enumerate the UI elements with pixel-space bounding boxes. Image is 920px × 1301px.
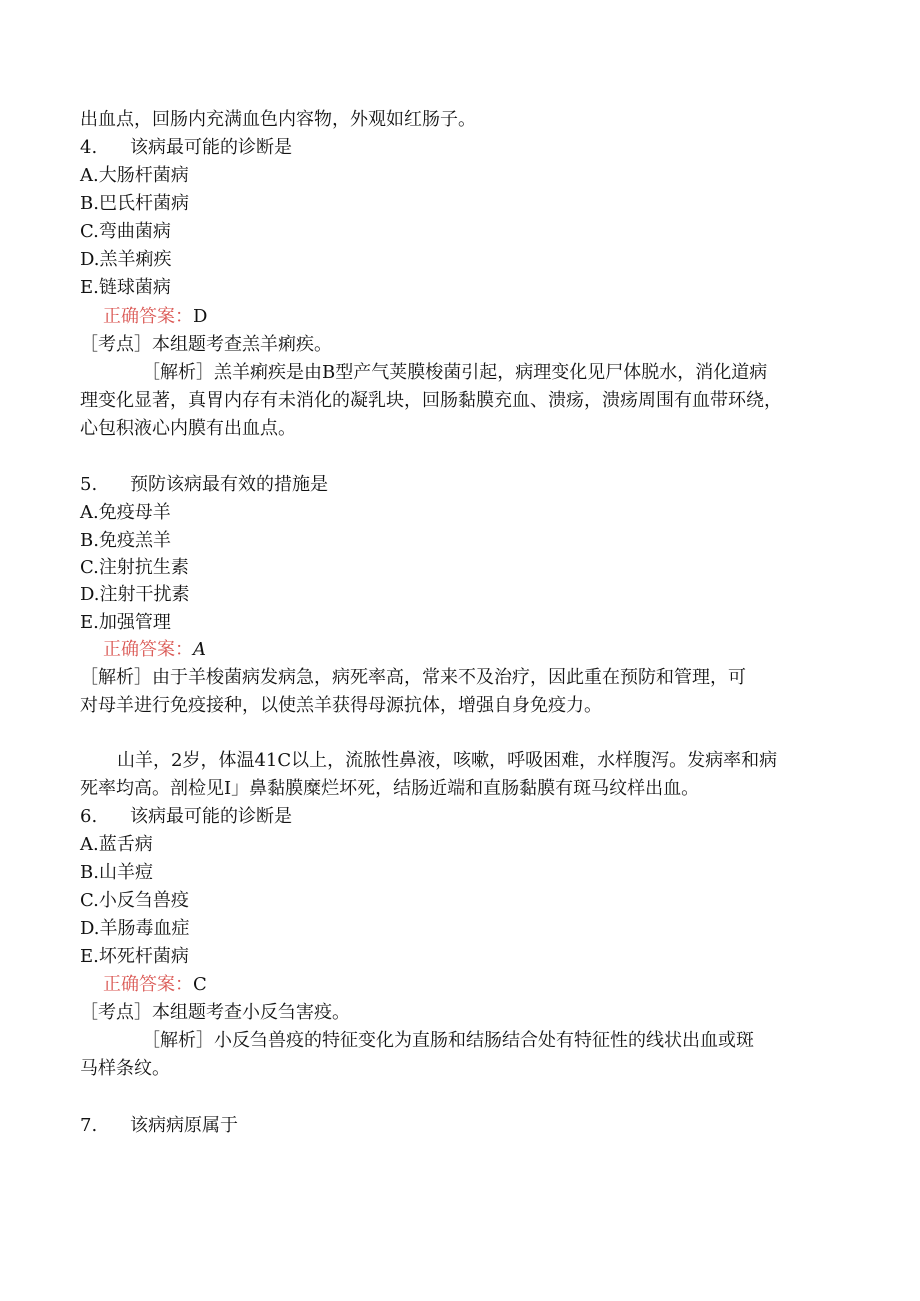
answer-label: 正确答案：: [103, 974, 193, 995]
case-text-line-1: 山羊，2岁，体温41C以上，流脓性鼻液，咳嗽，呼吸困难，水样腹泻。发病率和病: [117, 750, 778, 771]
answer-value: D: [193, 306, 208, 327]
q4-option-e: E.链球菌病: [80, 277, 171, 298]
question-text: 该病病原属于: [130, 1115, 238, 1136]
q4-analysis-line-2: 理变化显著，真胃内存有未消化的凝乳块，回肠黏膜充血、溃疡，溃疡周围有血带环绕，: [80, 390, 782, 411]
answer-label: 正确答案：: [103, 306, 193, 327]
q4-option-a: A.大肠杆菌病: [80, 165, 189, 186]
q6-correct-answer: [103, 974, 207, 996]
q5-correct-answer: [103, 639, 206, 661]
question-6-stem: [80, 806, 292, 828]
case-text-line-2: 死率均高。剖检见I」鼻黏膜糜烂坏死，结肠近端和直肠黏膜有斑马纹样出血。: [80, 778, 700, 799]
q6-option-c: C.小反刍兽疫: [80, 890, 189, 911]
q6-analysis-line-2: 马样条纹。: [80, 1058, 170, 1079]
answer-value: C: [193, 974, 207, 995]
q6-key-point: ［考点］本组题考查小反刍害疫。: [80, 1002, 350, 1023]
q6-option-e: E.坏死杆菌病: [80, 946, 189, 967]
answer-value: A: [193, 639, 206, 660]
question-text: 预防该病最有效的措施是: [130, 474, 328, 495]
case-text-tail: 出血点，回肠内充满血色内容物，外观如红肠子。: [80, 109, 476, 130]
q6-option-a: A.蓝舌病: [80, 834, 153, 855]
q4-option-c: C.弯曲菌病: [80, 221, 171, 242]
q5-option-c: C.注射抗生素: [80, 557, 189, 578]
answer-label: 正确答案：: [103, 639, 193, 660]
question-number: 7.: [80, 1115, 98, 1136]
q5-option-d: D.注射干扰素: [80, 584, 190, 605]
question-text: 该病最可能的诊断是: [130, 137, 292, 158]
q4-correct-answer: [103, 306, 207, 328]
q4-analysis-line-1: ［解析］羔羊痢疾是由B型产气荚膜梭菌引起，病理变化见尸体脱水，消化道病: [142, 362, 768, 383]
question-5-stem: [80, 474, 328, 496]
question-number: 4.: [80, 137, 98, 158]
q5-option-a: A.免疫母羊: [80, 502, 171, 523]
question-7-stem: [80, 1115, 238, 1137]
q4-option-d: D.羔羊痢疾: [80, 249, 172, 270]
q6-analysis-line-1: ［解析］小反刍兽疫的特征变化为直肠和结肠结合处有特征性的线状出血或斑: [142, 1030, 754, 1051]
question-number: 5.: [80, 474, 98, 495]
q5-option-e: E.加强管理: [80, 612, 171, 633]
q5-analysis-line-2: 对母羊进行免疫接种，以使羔羊获得母源抗体，增强自身免疫力。: [80, 695, 602, 716]
q4-analysis-line-3: 心包积液心内膜有出血点。: [80, 418, 296, 439]
q6-option-d: D.羊肠毒血症: [80, 918, 190, 939]
q5-analysis-line-1: ［解析］由于羊梭菌病发病急，病死率高，常来不及治疗，因此重在预防和管理，可: [80, 667, 746, 688]
q4-option-b: B.巴氏杆菌病: [80, 193, 189, 214]
question-4-stem: [80, 137, 292, 159]
q4-key-point: ［考点］本组题考查羔羊痢疾。: [80, 334, 332, 355]
question-text: 该病最可能的诊断是: [130, 806, 292, 827]
q6-option-b: B.山羊痘: [80, 862, 153, 883]
q5-option-b: B.免疫羔羊: [80, 530, 171, 551]
question-number: 6.: [80, 806, 98, 827]
